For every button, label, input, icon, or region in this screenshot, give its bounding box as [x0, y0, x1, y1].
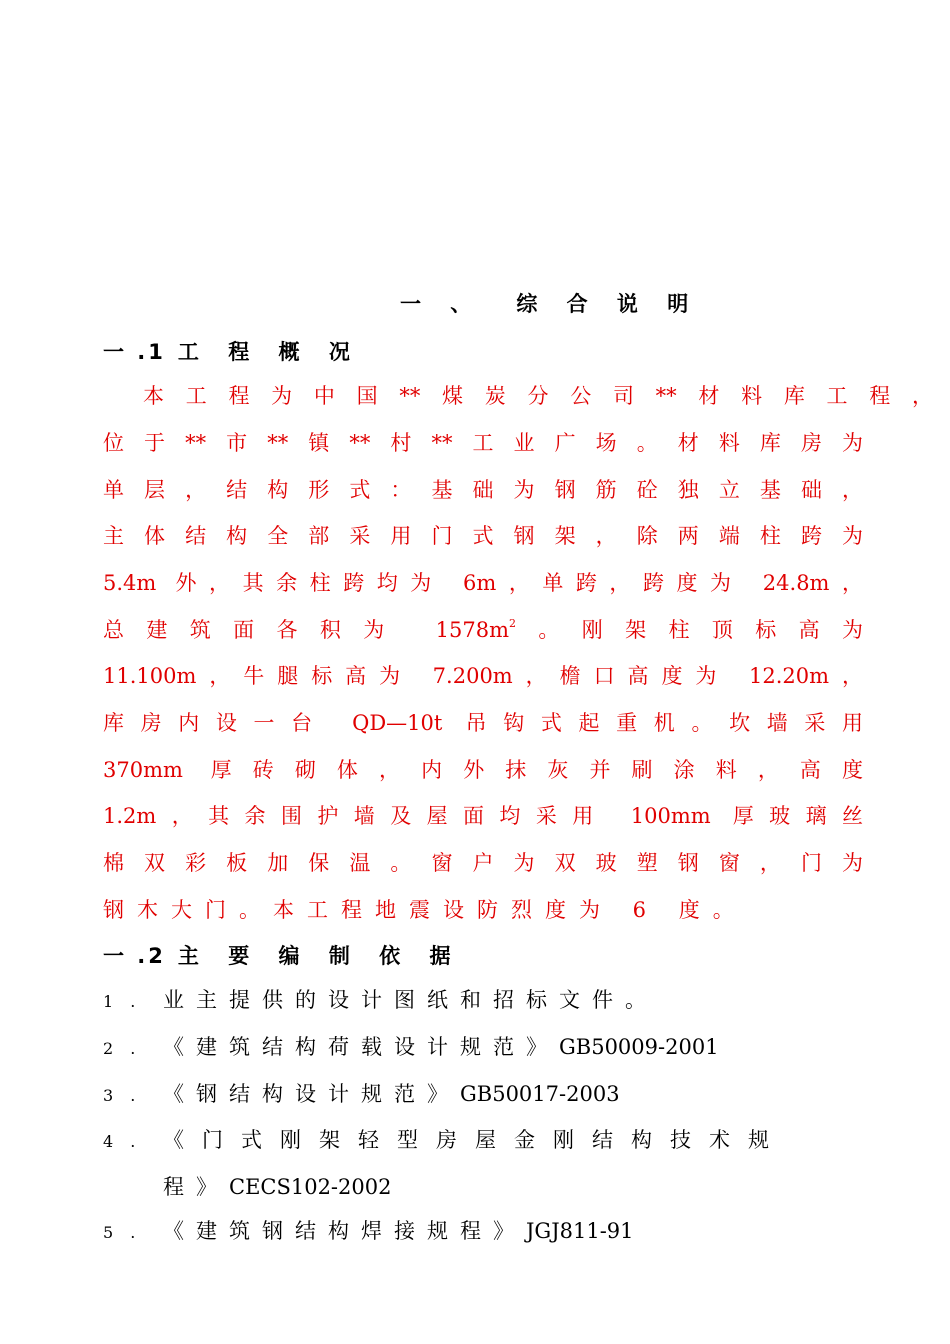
list-item: [103, 1125, 787, 1155]
list-item: [103, 1216, 634, 1246]
area-text: 总建筑面各积为 1578m: [103, 618, 510, 642]
standard-code: GB50017-2003: [460, 1082, 620, 1106]
paragraph-line: 1.2m，其余围护墙及屋面均采用 100mm 厚玻璃丝: [103, 804, 863, 828]
list-number: 5 .: [103, 1223, 142, 1242]
paragraph-line: 棉双彩板加保温。窗户为双玻塑钢窗，门为: [103, 851, 863, 875]
paragraph-line-area: [103, 615, 863, 645]
standard-code: CECS102-2002: [229, 1175, 392, 1199]
superscript: 2: [509, 617, 517, 630]
section-heading-basis: [103, 940, 461, 970]
paragraph-line: 5.4m 外，其余柱跨均为 6m，单跨，跨度为 24.8m，: [103, 571, 863, 595]
chapter-number: 一 、: [400, 292, 483, 316]
list-item: [103, 985, 658, 1015]
paragraph-line: 库房内设一台 QD—10t 吊钩式起重机。坎墙采用: [103, 711, 863, 735]
list-item: [103, 1079, 620, 1109]
list-text: 《建筑结构荷载设计规范》: [163, 1035, 559, 1059]
paragraph-line: 本工程为中国**煤炭分公司**材料库工程，: [143, 384, 933, 408]
section-heading-text: 工 程 概 况: [177, 340, 361, 364]
chapter-title: [400, 288, 699, 318]
list-number: 4 .: [103, 1132, 142, 1151]
standard-code: GB50009-2001: [559, 1035, 719, 1059]
list-text: 程》: [163, 1175, 229, 1199]
paragraph-line: 单层，结构形式：基础为钢筋砼独立基础，: [103, 478, 863, 502]
list-number: 1 .: [103, 992, 142, 1011]
list-number: 3 .: [103, 1086, 142, 1105]
list-text: 《门式刚架轻型房屋金刚结构技术规: [163, 1128, 787, 1152]
list-number: 2 .: [103, 1039, 142, 1058]
list-text: 《建筑钢结构焊接规程》: [163, 1219, 526, 1243]
section-number: 一 .1: [103, 340, 166, 364]
paragraph-line: 370mm 厚砖砌体，内外抹灰并刷涂料，高度: [103, 758, 863, 782]
area-text-tail: 。刚架柱顶标高为: [516, 618, 863, 642]
paragraph-line: 钢木大门。本工程地震设防烈度为 6 度。: [103, 898, 747, 922]
list-item: [103, 1032, 719, 1062]
list-item-continuation: [163, 1172, 391, 1202]
paragraph-line: 11.100m，牛腿标高为 7.200m，檐口高度为 12.20m，: [103, 664, 863, 688]
list-text: 《钢结构设计规范》: [163, 1082, 460, 1106]
chapter-title-text: 综 合 说 明: [516, 292, 700, 316]
list-text: 业主提供的设计图纸和招标文件。: [163, 988, 658, 1012]
paragraph-line: 主体结构全部采用门式钢架，除两端柱跨为: [103, 524, 863, 548]
section-heading-overview: [103, 336, 361, 366]
section-number: 一 .2: [103, 944, 166, 968]
standard-code: JGJ811-91: [526, 1219, 634, 1243]
section-heading-text: 主 要 编 制 依 据: [177, 944, 462, 968]
paragraph-line: 位于**市**镇**村**工业广场。材料库房为: [103, 431, 863, 455]
